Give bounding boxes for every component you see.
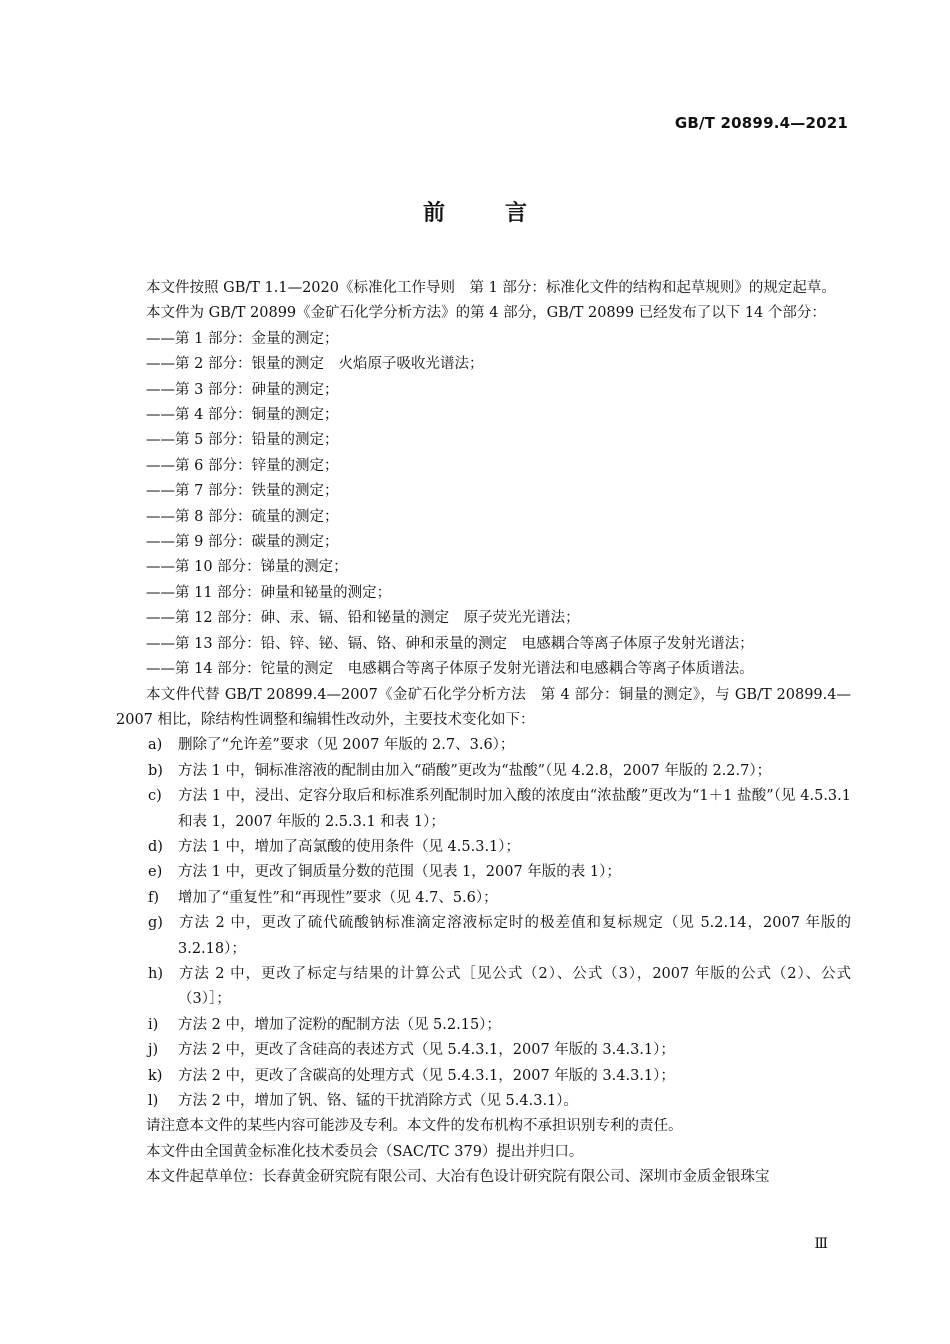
part-item: ——第 4 部分：铜量的测定； <box>146 407 339 424</box>
page-title: 前言 <box>422 201 587 226</box>
part-item: ——第 11 部分：砷量和铋量的测定； <box>146 584 392 601</box>
change-text: 方法 2 中，增加了钒、铬、锰的干扰消除方式（见 5.4.3.1）。 <box>178 1093 579 1109</box>
change-item <box>116 784 851 835</box>
intro-paragraph-1: 本文件按照 GB/T 1.1—2020《标准化工作导则 第 1 部分：标准化文件的结构和起草规则》的规定起草。 <box>146 280 836 296</box>
change-marker: d) <box>148 838 163 855</box>
change-item <box>116 759 851 784</box>
part-item: ——第 5 部分：铅量的测定； <box>146 432 339 449</box>
replace-paragraph: 本文件代替 GB/T 20899.4—2007《金矿石化学分析方法 第 4 部分：铜量的测定》，与 GB/T 20899.4—2007 相比，除结构性调整和编辑性改动外，主要技术变化如下： <box>116 686 851 728</box>
change-marker: l) <box>148 1093 159 1109</box>
change-text: 方法 2 中，增加了淀粉的配制方法（见 5.2.15）； <box>178 1016 501 1033</box>
intro-paragraph-2: 本文件为 GB/T 20899《金矿石化学分析方法》的第 4 部分，GB/T 20899 已经发布了以下 14 个部分： <box>146 305 826 322</box>
part-item: ——第 2 部分：银量的测定 火焰原子吸收光谱法； <box>146 356 484 373</box>
drafters-paragraph: 本文件起草单位：长春黄金研究院有限公司、大冶有色设计研究院有限公司、深圳市金质金银珠宝 <box>146 1169 770 1186</box>
change-item <box>116 733 851 758</box>
change-marker: f) <box>148 889 160 906</box>
part-item: ——第 8 部分：硫量的测定； <box>146 508 339 525</box>
change-item <box>116 962 851 1013</box>
patent-notice: 请注意本文件的某些内容可能涉及专利。本文件的发布机构不承担识别专利的责任。 <box>146 1118 683 1135</box>
part-item: ——第 1 部分：金量的测定； <box>146 330 339 347</box>
document-body <box>116 276 851 1191</box>
part-item: ——第 7 部分：铁量的测定； <box>146 483 339 500</box>
change-item <box>116 860 851 885</box>
part-item: ——第 6 部分：锌量的测定； <box>146 457 339 474</box>
change-text: 方法 2 中，更改了标定与结果的计算公式［见公式（2）、公式（3），2007 年版的公式（2）、公式（3）］； <box>178 965 851 1008</box>
change-text: 方法 2 中，更改了含硅高的表述方式（见 5.4.3.1，2007 年版的 3.4.3.1）； <box>178 1042 675 1059</box>
page-number: Ⅲ <box>814 1236 828 1252</box>
part-item: ——第 10 部分：锑量的测定； <box>146 559 348 576</box>
change-item <box>116 1038 851 1063</box>
part-item: ——第 14 部分：铊量的测定 电感耦合等离子体原子发射光谱法和电感耦合等离子体质谱法。 <box>146 661 754 678</box>
change-marker: i) <box>148 1016 159 1033</box>
change-text: 增加了“重复性”和“再现性”要求（见 4.7、5.6）； <box>178 889 498 906</box>
change-marker: k) <box>148 1067 163 1084</box>
change-marker: g) <box>148 915 163 932</box>
part-item: ——第 13 部分：铅、锌、铋、镉、铬、砷和汞量的测定 电感耦合等离子体原子发射光谱法； <box>146 635 754 652</box>
change-text: 方法 1 中，更改了铜质量分数的范围（见表 1，2007 年版的表 1）； <box>178 864 621 881</box>
change-marker: a) <box>148 737 163 754</box>
change-text: 方法 2 中，更改了含碳高的处理方式（见 5.4.3.1，2007 年版的 3.4.3.1）； <box>178 1067 675 1084</box>
change-item <box>116 886 851 911</box>
part-item: ——第 9 部分：碳量的测定； <box>146 534 339 551</box>
change-text: 方法 1 中，铜标准溶液的配制由加入“硝酸”更改为“盐酸”（见 4.2.8，2007 年版的 2.2.7）； <box>178 762 772 779</box>
change-marker: e) <box>148 864 163 881</box>
change-item <box>116 1064 851 1089</box>
change-marker: c) <box>148 788 162 805</box>
change-marker: j) <box>148 1042 159 1059</box>
change-item <box>116 1013 851 1038</box>
change-marker: b) <box>148 762 163 779</box>
change-item <box>116 1089 851 1114</box>
change-item <box>116 911 851 962</box>
proposer-paragraph: 本文件由全国黄金标准化技术委员会（SAC/TC 379）提出并归口。 <box>146 1143 584 1160</box>
change-text: 方法 1 中，浸出、定容分取后和标准系列配制时加入酸的浓度由“浓盐酸”更改为“1＋1 盐酸”（见 4.5.3.1 和表 1，2007 年版的 2.5.3.1 和表 1）； <box>178 788 851 830</box>
change-text: 删除了“允许差”要求（见 2007 年版的 2.7、3.6）； <box>178 737 515 754</box>
change-text: 方法 2 中，更改了硫代硫酸钠标准滴定溶液标定时的极差值和复标规定（见 5.2.14，2007 年版的 3.2.18）； <box>178 915 851 957</box>
change-marker: h) <box>148 965 163 982</box>
part-item: ——第 3 部分：砷量的测定； <box>146 381 339 398</box>
standard-code: GB/T 20899.4—2021 <box>674 114 848 132</box>
change-item <box>116 835 851 860</box>
part-item: ——第 12 部分：砷、汞、镉、铅和铋量的测定 原子荧光光谱法； <box>146 610 580 627</box>
change-text: 方法 1 中，增加了高氯酸的使用条件（见 4.5.3.1）； <box>178 838 521 855</box>
